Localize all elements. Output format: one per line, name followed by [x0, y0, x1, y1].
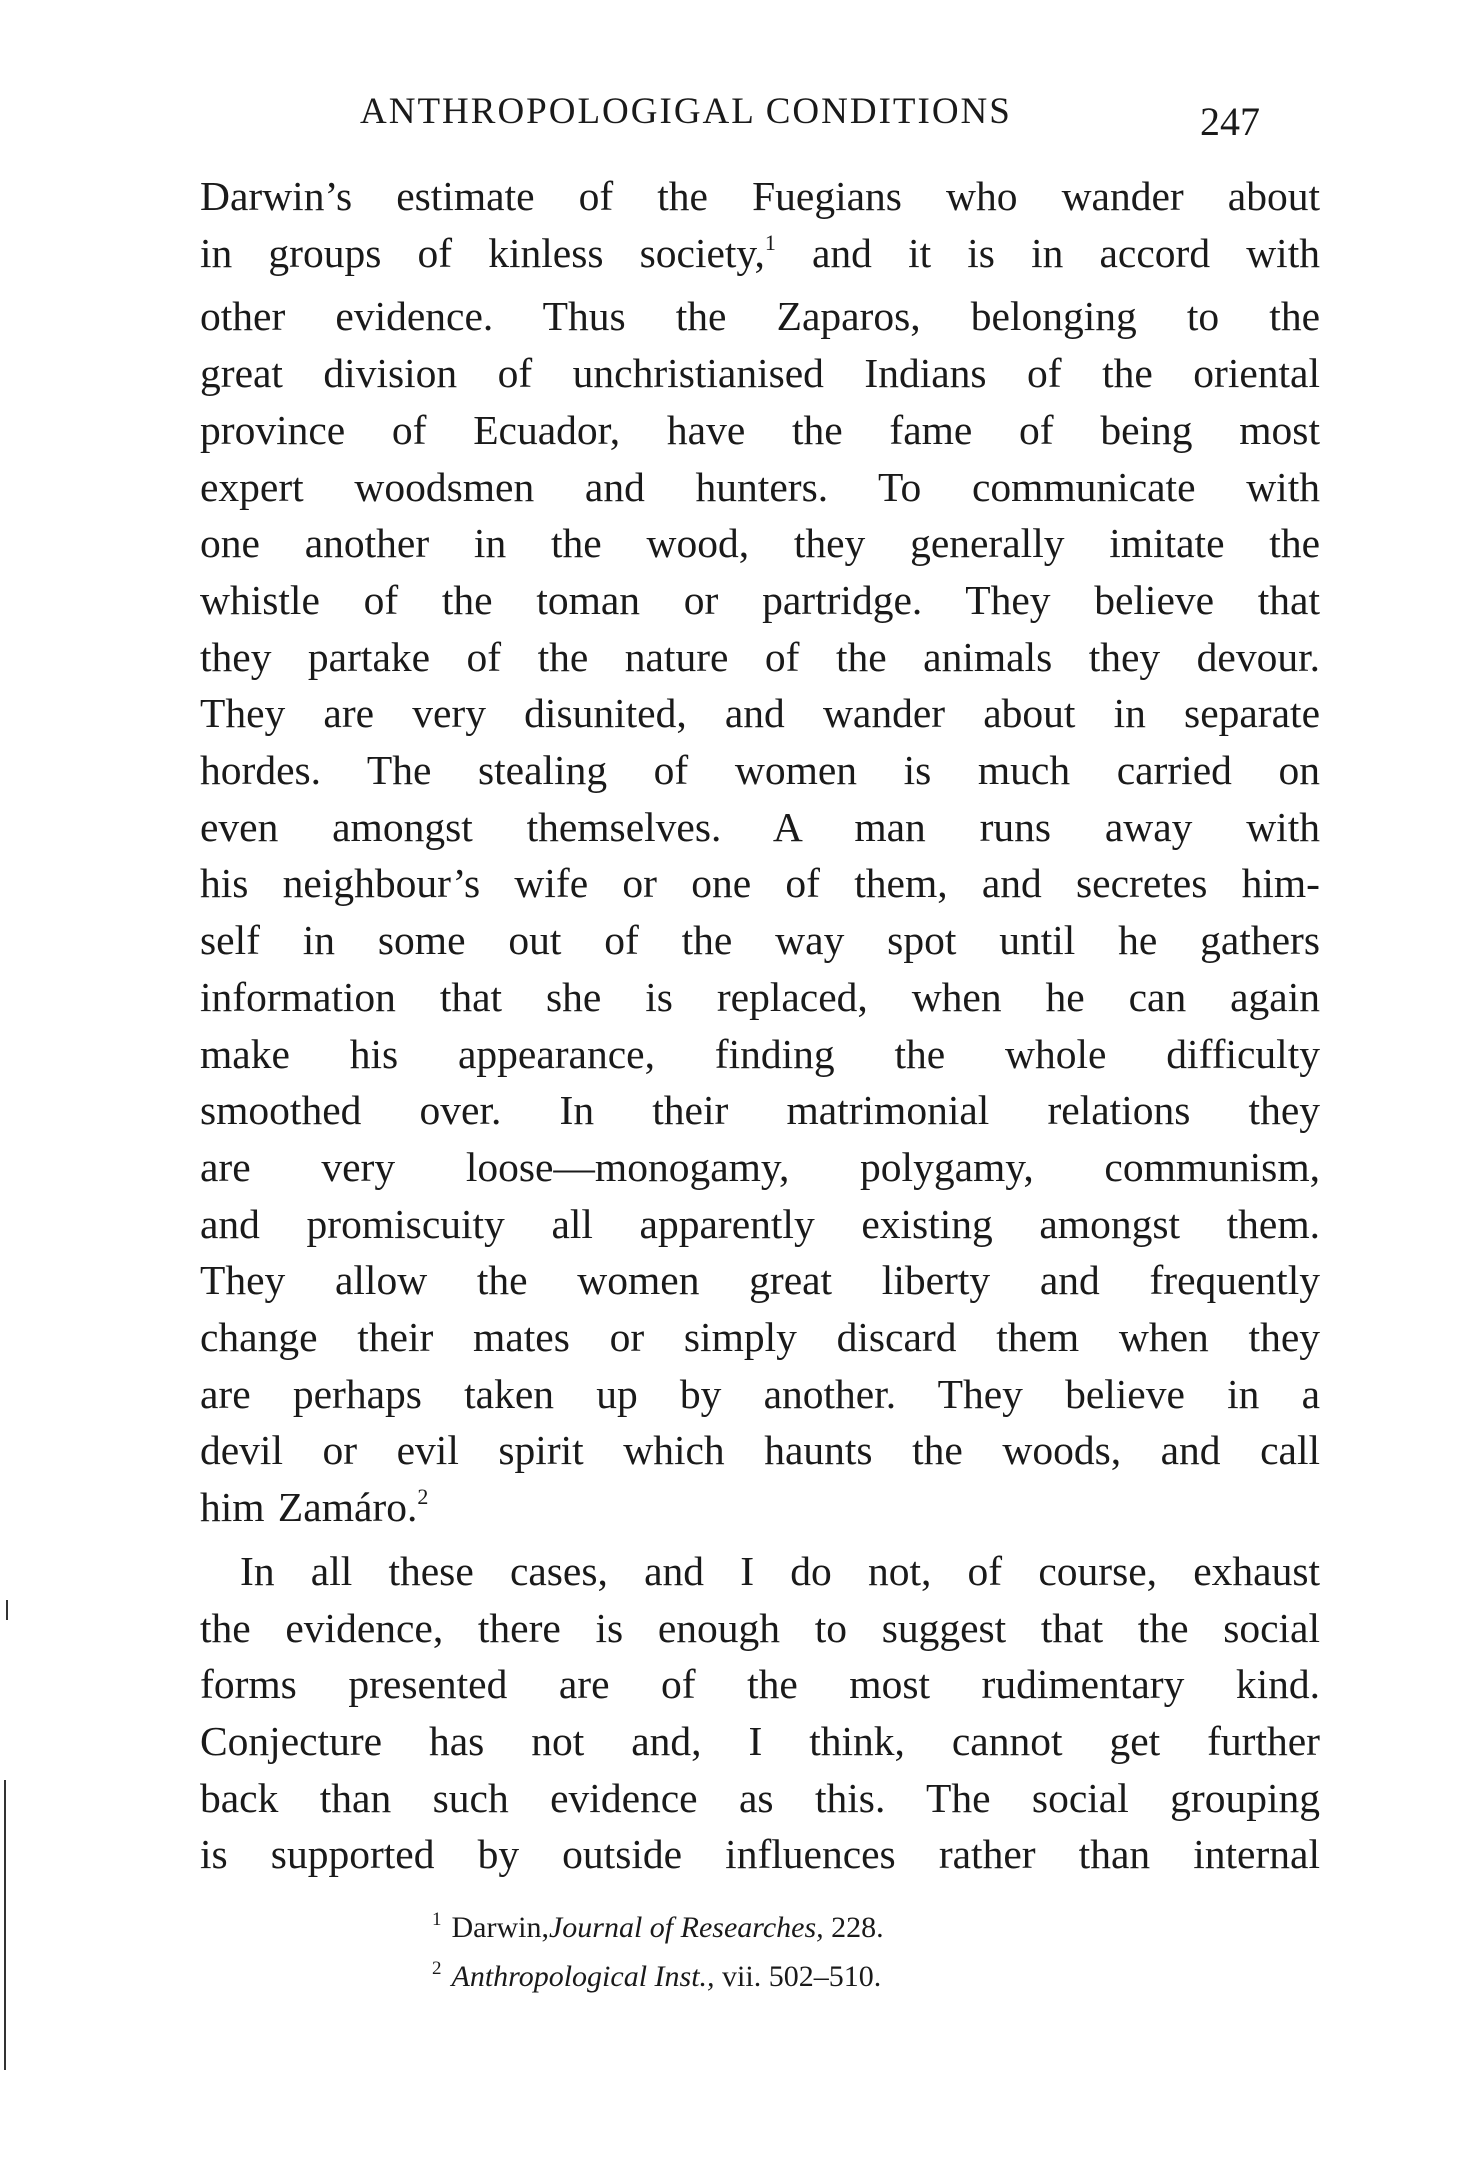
text-line: expert woodsmen and hunters. To communicate with — [200, 463, 1320, 510]
text-line: devil or evil spirit which haunts the woods, and call — [200, 1427, 1320, 1474]
text-line: him Zamáro.$^2$ — [200, 1484, 429, 1531]
text-line: whistle of the toman or partridge. They believe that — [200, 576, 1320, 623]
text-line: the evidence, there is enough to suggest that the social — [200, 1604, 1320, 1651]
text-line: information that she is replaced, when he can again — [200, 973, 1320, 1020]
footnote-1: $^1$ Darwin,Journal of Researches, 228. — [432, 1909, 884, 1945]
text-line: his neighbour’s wife or one of them, and secretes him- — [200, 860, 1320, 907]
text-line: They are very disunited, and wander about in separate — [200, 690, 1320, 737]
text-line: they partake of the nature of the animals they devour. — [200, 633, 1320, 680]
text-line: self in some out of the way spot until he gathers — [200, 917, 1320, 964]
text-line: smoothed over. In their matrimonial relations they — [200, 1087, 1320, 1134]
text-line: even amongst themselves. A man runs away with — [200, 803, 1320, 850]
footnote-2: $^2$ Anthropological Inst., vii. 502–510. — [432, 1958, 882, 1994]
text-line: Darwin’s estimate of the Fuegians who wander about — [200, 173, 1320, 219]
text-line: change their mates or simply discard them when they — [200, 1314, 1320, 1361]
page-number: 247 — [1200, 99, 1260, 144]
footnote-ref-1: 1 — [764, 229, 776, 255]
text-line: back than such evidence as this. The social grouping — [200, 1774, 1320, 1821]
text-line: province of Ecuador, have the fame of being most — [200, 406, 1320, 453]
text-line: in groups of kinless society,$^1$ and it is in accord with — [200, 229, 1320, 276]
text-line: forms presented are of the most rudimentary kind. — [200, 1661, 1320, 1708]
page-header — [200, 90, 1320, 150]
text-line: hordes. The stealing of women is much carried on — [200, 747, 1320, 794]
text-line: are perhaps taken up by another. They believe in a — [200, 1370, 1320, 1417]
running-head: ANTHROPOLOGIGAL CONDITIONS — [360, 91, 1012, 132]
text-line: Conjecture has not and, I think, cannot get further — [200, 1717, 1320, 1764]
text-line: They allow the women great liberty and frequently — [200, 1257, 1320, 1304]
body-text — [200, 168, 1320, 1883]
margin-scan-mark — [4, 1780, 6, 2070]
paragraph-1 — [200, 168, 1320, 1543]
text-line: are very loose—monogamy, polygamy, communism, — [200, 1143, 1320, 1190]
footnotes — [200, 1905, 1320, 2003]
text-line: make his appearance, finding the whole difficulty — [200, 1030, 1320, 1077]
text-line: and promiscuity all apparently existing amongst them. — [200, 1200, 1320, 1247]
text-line: great division of unchristianised Indians of the oriental — [200, 350, 1320, 397]
paragraph-2 — [200, 1543, 1320, 1883]
text-line: In all these cases, and I do not, of course, exhaust — [240, 1547, 1320, 1594]
text-line: other evidence. Thus the Zaparos, belonging to the — [200, 293, 1320, 340]
margin-scan-mark — [6, 1600, 8, 1620]
footnote-ref-2: 2 — [417, 1484, 429, 1510]
text-line: one another in the wood, they generally imitate the — [200, 520, 1320, 567]
text-line: is supported by outside influences rather than internal — [200, 1831, 1320, 1878]
book-page — [200, 90, 1320, 2003]
